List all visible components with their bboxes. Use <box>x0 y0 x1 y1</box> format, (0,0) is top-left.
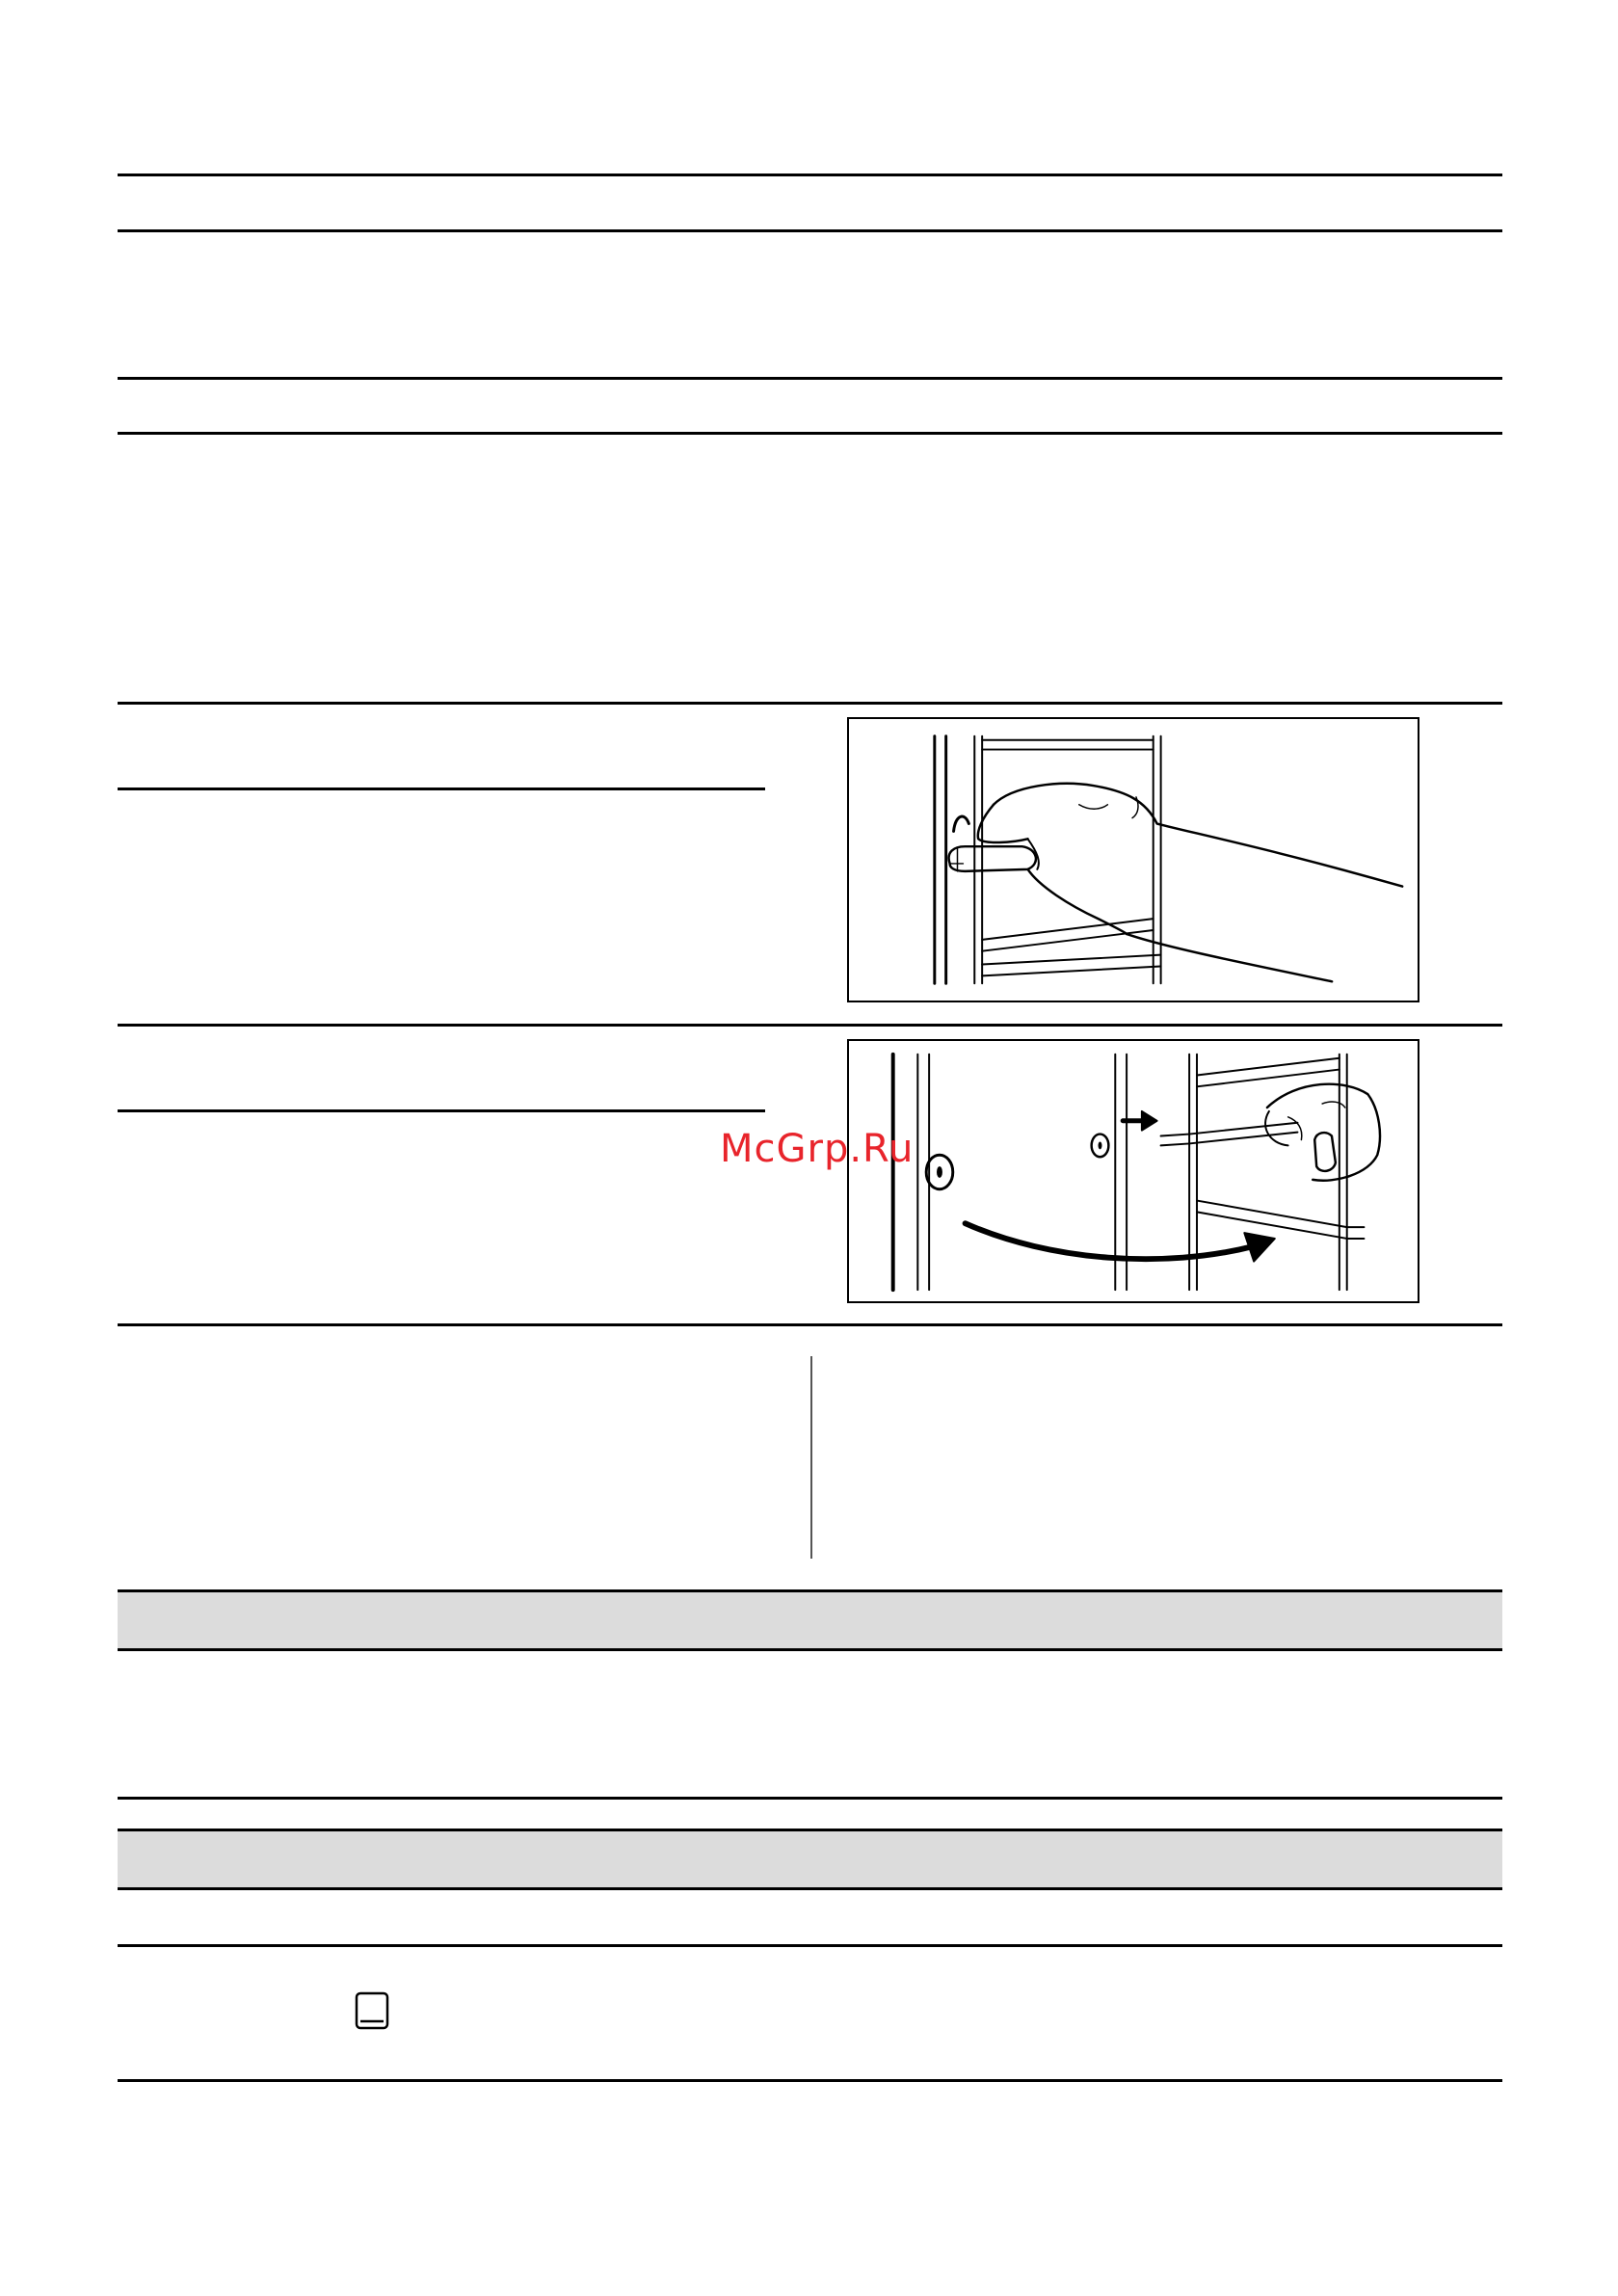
rule-14 <box>118 1887 1502 1890</box>
shelf-support-rear-drawing <box>849 1041 1418 1301</box>
watermark: McGrp.Ru <box>720 1127 915 1171</box>
rule-15 <box>118 1944 1502 1947</box>
column-divider <box>810 1356 812 1559</box>
section-header-band-1 <box>118 1592 1502 1648</box>
rule-8 <box>118 1109 765 1112</box>
rule-3 <box>118 377 1502 380</box>
shelf-support-front-drawing <box>849 719 1418 1001</box>
rule-12 <box>118 1797 1502 1800</box>
rule-2 <box>118 229 1502 232</box>
section-header-band-2 <box>118 1831 1502 1887</box>
rule-9 <box>118 1323 1502 1326</box>
rule-5 <box>118 702 1502 705</box>
remove-shelf-support-front-figure <box>847 717 1419 1002</box>
rule-4 <box>118 432 1502 435</box>
rule-1 <box>118 174 1502 176</box>
remove-shelf-support-rear-figure <box>847 1039 1419 1303</box>
rule-7 <box>118 1024 1502 1027</box>
rule-16 <box>118 2079 1502 2082</box>
rule-11 <box>118 1648 1502 1651</box>
rule-6 <box>118 788 765 790</box>
oven-function-icon <box>355 1991 389 2030</box>
